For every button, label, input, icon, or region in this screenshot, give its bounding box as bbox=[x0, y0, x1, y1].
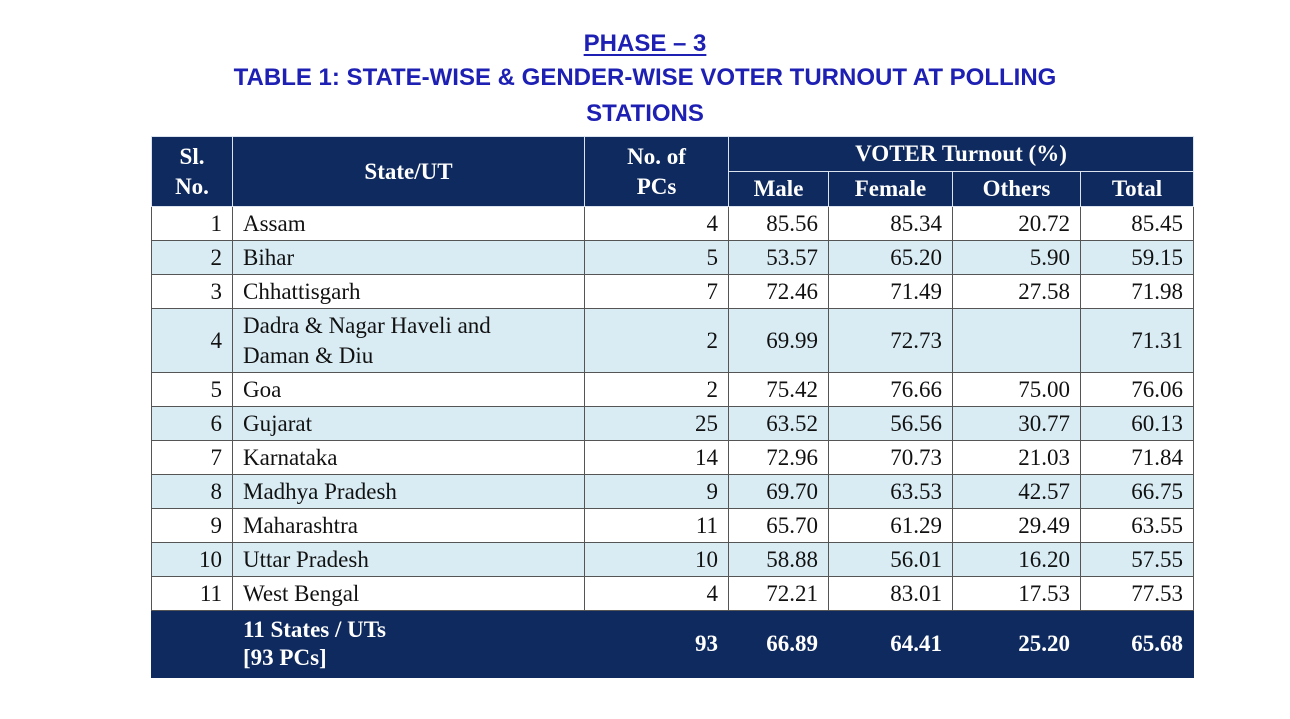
sl-cell: 6 bbox=[152, 407, 233, 441]
sl-cell: 3 bbox=[152, 275, 233, 309]
total-cell: 59.15 bbox=[1081, 241, 1194, 275]
total-header: Total bbox=[1081, 172, 1194, 207]
male-cell: 72.96 bbox=[729, 441, 829, 475]
table-row bbox=[152, 577, 1194, 611]
turnout-group-header: VOTER Turnout (%) bbox=[729, 137, 1194, 172]
table-header bbox=[152, 137, 1194, 207]
female-cell: 72.73 bbox=[829, 309, 953, 373]
pcs-header-line1: No. of bbox=[627, 143, 686, 169]
others-cell: 17.53 bbox=[953, 577, 1081, 611]
voter-turnout-table bbox=[151, 136, 1194, 678]
male-cell: 69.99 bbox=[729, 309, 829, 373]
state-cell: West Bengal bbox=[233, 577, 585, 611]
total-total-cell: 65.68 bbox=[1081, 611, 1194, 678]
sl-cell: 4 bbox=[152, 309, 233, 373]
others-cell: 5.90 bbox=[953, 241, 1081, 275]
pcs-cell: 14 bbox=[585, 441, 729, 475]
sl-cell: 11 bbox=[152, 577, 233, 611]
pcs-cell: 2 bbox=[585, 373, 729, 407]
sl-cell: 9 bbox=[152, 509, 233, 543]
total-male-cell: 66.89 bbox=[729, 611, 829, 678]
pcs-cell: 2 bbox=[585, 309, 729, 373]
male-cell: 85.56 bbox=[729, 207, 829, 241]
total-label-line2: [93 PCs] bbox=[243, 645, 327, 670]
pcs-cell: 4 bbox=[585, 577, 729, 611]
male-cell: 65.70 bbox=[729, 509, 829, 543]
others-cell: 27.58 bbox=[953, 275, 1081, 309]
sl-no-header bbox=[152, 137, 233, 207]
state-cell-line2: Daman & Diu bbox=[243, 342, 374, 368]
others-cell: 75.00 bbox=[953, 373, 1081, 407]
sl-no-header-line2: No. bbox=[175, 173, 209, 199]
total-cell: 63.55 bbox=[1081, 509, 1194, 543]
table-title-line2: STATIONS bbox=[586, 100, 704, 127]
table-row bbox=[152, 207, 1194, 241]
others-cell: 16.20 bbox=[953, 543, 1081, 577]
female-cell: 85.34 bbox=[829, 207, 953, 241]
sl-cell: 5 bbox=[152, 373, 233, 407]
state-cell-line1: Dadra & Nagar Haveli and bbox=[243, 312, 491, 338]
state-cell: Assam bbox=[233, 207, 585, 241]
pcs-cell: 5 bbox=[585, 241, 729, 275]
female-cell: 70.73 bbox=[829, 441, 953, 475]
table-row bbox=[152, 275, 1194, 309]
total-cell: 76.06 bbox=[1081, 373, 1194, 407]
sl-cell: 7 bbox=[152, 441, 233, 475]
male-cell: 63.52 bbox=[729, 407, 829, 441]
total-others-cell: 25.20 bbox=[953, 611, 1081, 678]
total-cell: 85.45 bbox=[1081, 207, 1194, 241]
state-cell: Madhya Pradesh bbox=[233, 475, 585, 509]
total-cell: 71.98 bbox=[1081, 275, 1194, 309]
female-cell: 56.01 bbox=[829, 543, 953, 577]
state-cell: Bihar bbox=[233, 241, 585, 275]
male-cell: 72.21 bbox=[729, 577, 829, 611]
pcs-cell: 9 bbox=[585, 475, 729, 509]
sl-cell: 10 bbox=[152, 543, 233, 577]
male-cell: 72.46 bbox=[729, 275, 829, 309]
others-cell: 42.57 bbox=[953, 475, 1081, 509]
total-label-line1: 11 States / UTs bbox=[243, 617, 386, 642]
pcs-cell: 7 bbox=[585, 275, 729, 309]
female-cell: 71.49 bbox=[829, 275, 953, 309]
female-cell: 65.20 bbox=[829, 241, 953, 275]
total-sl-cell bbox=[152, 611, 233, 678]
male-cell: 69.70 bbox=[729, 475, 829, 509]
table-row bbox=[152, 241, 1194, 275]
pcs-cell: 25 bbox=[585, 407, 729, 441]
female-cell: 76.66 bbox=[829, 373, 953, 407]
table-row bbox=[152, 475, 1194, 509]
total-cell: 60.13 bbox=[1081, 407, 1194, 441]
state-cell: Gujarat bbox=[233, 407, 585, 441]
table-row bbox=[152, 441, 1194, 475]
state-cell: Maharashtra bbox=[233, 509, 585, 543]
female-cell: 56.56 bbox=[829, 407, 953, 441]
total-cell: 57.55 bbox=[1081, 543, 1194, 577]
state-cell: Goa bbox=[233, 373, 585, 407]
male-cell: 75.42 bbox=[729, 373, 829, 407]
sl-no-header-line1: Sl. bbox=[179, 143, 205, 169]
phase-heading: PHASE – 3 bbox=[583, 30, 707, 57]
male-cell: 58.88 bbox=[729, 543, 829, 577]
pcs-header bbox=[585, 137, 729, 207]
state-cell: Chhattisgarh bbox=[233, 275, 585, 309]
female-cell: 63.53 bbox=[829, 475, 953, 509]
pcs-header-line2: PCs bbox=[636, 173, 677, 199]
sl-cell: 1 bbox=[152, 207, 233, 241]
male-header: Male bbox=[729, 172, 829, 207]
state-cell: Uttar Pradesh bbox=[233, 543, 585, 577]
total-pcs-cell: 93 bbox=[585, 611, 729, 678]
total-cell: 71.31 bbox=[1081, 309, 1194, 373]
table-row bbox=[152, 309, 1194, 373]
state-cell: Karnataka bbox=[233, 441, 585, 475]
table-row bbox=[152, 543, 1194, 577]
state-header: State/UT bbox=[233, 137, 585, 207]
female-cell: 61.29 bbox=[829, 509, 953, 543]
sl-cell: 8 bbox=[152, 475, 233, 509]
others-cell: 29.49 bbox=[953, 509, 1081, 543]
total-label-cell bbox=[233, 611, 585, 678]
table-row bbox=[152, 373, 1194, 407]
total-female-cell: 64.41 bbox=[829, 611, 953, 678]
pcs-cell: 4 bbox=[585, 207, 729, 241]
table-title-line1: TABLE 1: STATE-WISE & GENDER-WISE VOTER TURNOUT AT POLLING bbox=[233, 64, 1057, 91]
others-cell: 20.72 bbox=[953, 207, 1081, 241]
others-header: Others bbox=[953, 172, 1081, 207]
others-cell: 21.03 bbox=[953, 441, 1081, 475]
total-cell: 66.75 bbox=[1081, 475, 1194, 509]
others-cell bbox=[953, 309, 1081, 373]
state-cell bbox=[233, 309, 585, 373]
table-row bbox=[152, 407, 1194, 441]
total-cell: 71.84 bbox=[1081, 441, 1194, 475]
female-header: Female bbox=[829, 172, 953, 207]
total-row bbox=[152, 611, 1194, 678]
pcs-cell: 10 bbox=[585, 543, 729, 577]
table-body bbox=[152, 207, 1194, 678]
total-cell: 77.53 bbox=[1081, 577, 1194, 611]
sl-cell: 2 bbox=[152, 241, 233, 275]
others-cell: 30.77 bbox=[953, 407, 1081, 441]
table-row bbox=[152, 509, 1194, 543]
pcs-cell: 11 bbox=[585, 509, 729, 543]
female-cell: 83.01 bbox=[829, 577, 953, 611]
male-cell: 53.57 bbox=[729, 241, 829, 275]
